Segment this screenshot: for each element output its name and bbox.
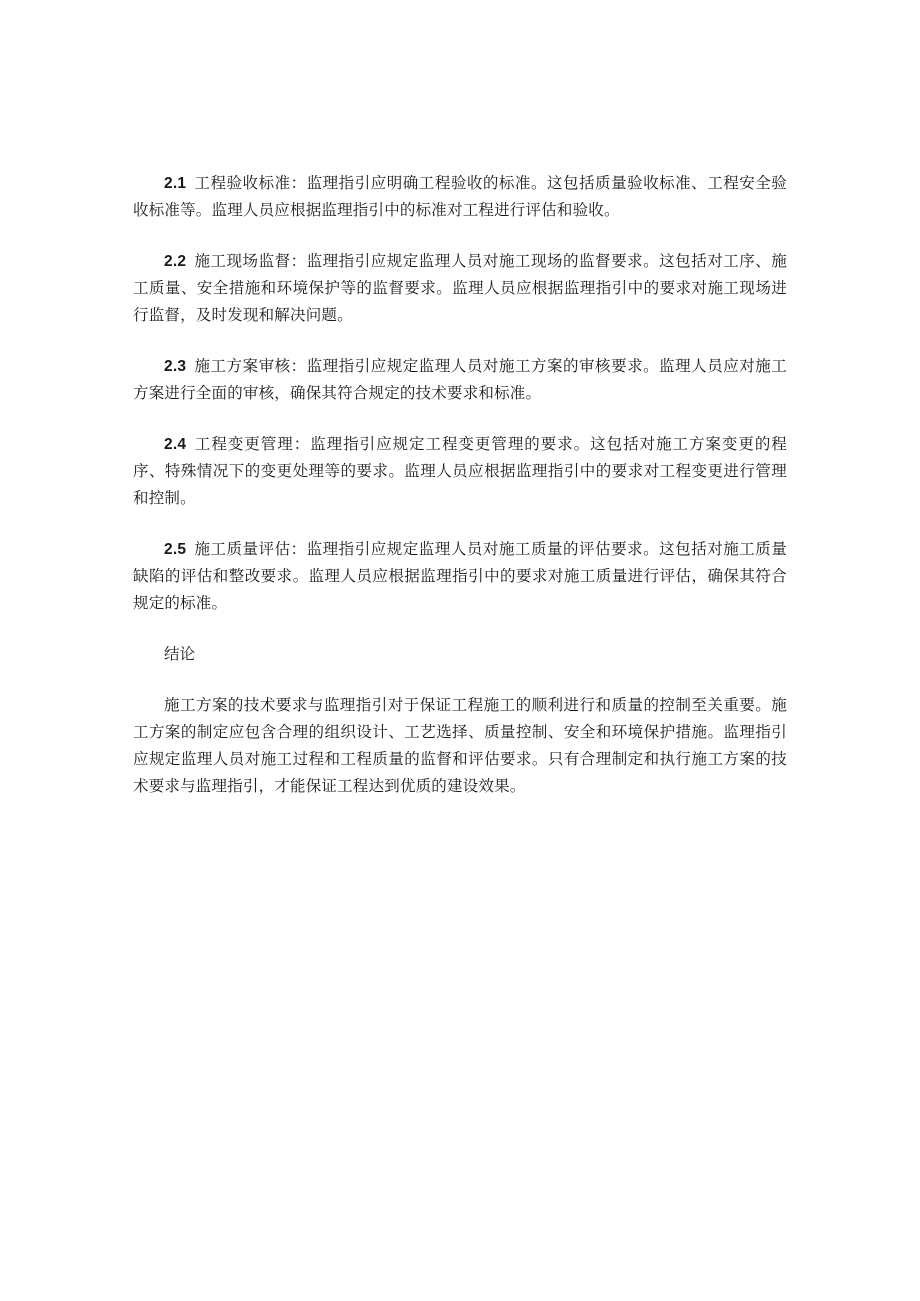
section-2-1 [133, 170, 787, 224]
section-text: 施工现场监督：监理指引应规定监理人员对施工现场的监督要求。这包括对工序、施工质量、安全措施和环境保护等的监督要求。监理人员应根据监理指引中的要求对施工现场进行监督，及时发现和解决问题。 [133, 252, 787, 324]
conclusion-heading: 结论 [164, 645, 196, 663]
section-2-3 [133, 353, 787, 407]
section-number: 2.3 [164, 358, 187, 375]
section-number: 2.1 [164, 175, 187, 192]
document-page [133, 170, 787, 824]
conclusion-text: 施工方案的技术要求与监理指引对于保证工程施工的顺利进行和质量的控制至关重要。施工方案的制定应包含合理的组织设计、工艺选择、质量控制、安全和环境保护措施。监理指引应规定监理人员对施工过程和工程质量的监督和评估要求。只有合理制定和执行施工方案的技术要求与监理指引，才能保证工程达到优质的建设效果。 [133, 696, 787, 795]
section-number: 2.4 [164, 436, 187, 453]
section-2-4 [133, 431, 787, 512]
section-2-2 [133, 248, 787, 329]
section-text: 工程验收标准：监理指引应明确工程验收的标准。这包括质量验收标准、工程安全验收标准等。监理人员应根据监理指引中的标准对工程进行评估和验收。 [133, 174, 787, 219]
section-2-5 [133, 536, 787, 617]
section-number: 2.5 [164, 541, 187, 558]
section-text: 施工方案审核：监理指引应规定监理人员对施工方案的审核要求。监理人员应对施工方案进行全面的审核，确保其符合规定的技术要求和标准。 [133, 357, 787, 402]
section-text: 工程变更管理：监理指引应规定工程变更管理的要求。这包括对施工方案变更的程序、特殊情况下的变更处理等的要求。监理人员应根据监理指引中的要求对工程变更进行管理和控制。 [133, 435, 787, 507]
section-number: 2.2 [164, 253, 187, 270]
section-text: 施工质量评估：监理指引应规定监理人员对施工质量的评估要求。这包括对施工质量缺陷的评估和整改要求。监理人员应根据监理指引中的要求对施工质量进行评估，确保其符合规定的标准。 [133, 540, 787, 612]
